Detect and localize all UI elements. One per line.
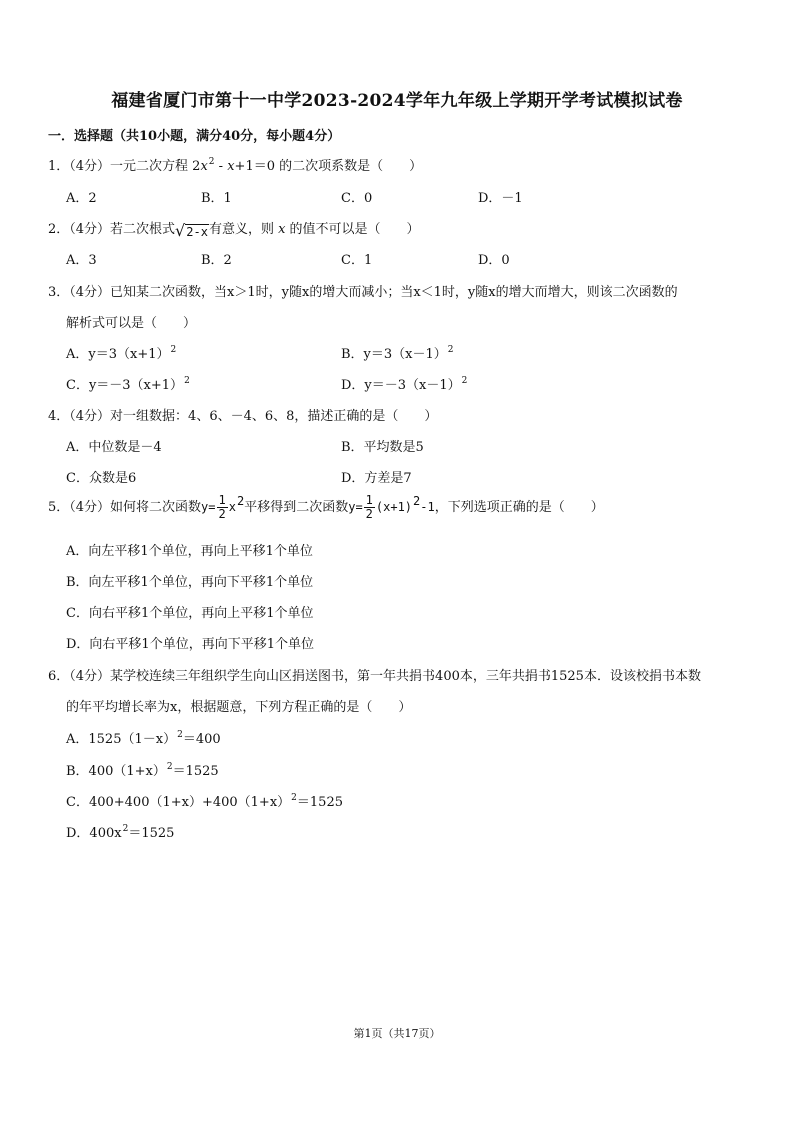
q2-option-b[interactable]: B．2 (201, 253, 232, 268)
q6-option-c-text: C．400+400（1+x）+400（1+x） (66, 795, 291, 810)
question-4-stem: 4．（4分）对一组数据：4、6、－4、6、8，描述正确的是（ ） (48, 409, 438, 424)
q3-option-a-text: A．y＝3（x+1） (66, 347, 170, 362)
q6-option-a[interactable] (66, 728, 221, 747)
question-5-stem (48, 494, 604, 521)
q3-option-d-exp: 2 (461, 376, 468, 386)
q3-option-b-exp: 2 (447, 345, 454, 355)
q2-radical (175, 223, 209, 239)
q3-option-c[interactable] (66, 374, 190, 393)
q3-option-a-exp: 2 (170, 345, 177, 355)
sqrt-icon: √ (175, 221, 186, 240)
question-1-stem (48, 155, 422, 174)
q3-option-b-text: B．y＝3（x－1） (341, 347, 447, 362)
q5-f1-fraction (217, 494, 228, 521)
q5-f1-num: 1 (218, 493, 226, 507)
q2-option-c[interactable]: C．1 (341, 253, 373, 268)
question-6-stem-line2: 的年平均增长率为x，根据题意，下列方程正确的是（ ） (66, 700, 412, 715)
q2-text-b: 有意义，则 (208, 222, 279, 237)
q5-option-d[interactable]: D．向右平移1个单位，再向下平移1个单位 (66, 637, 314, 652)
question-3-stem-line2: 解析式可以是（ ） (66, 316, 197, 331)
q5-option-a[interactable]: A．向左平移1个单位，再向上平移1个单位 (66, 544, 313, 559)
q5-f2-base: (x+1) (375, 500, 413, 514)
q1-var-x: x (200, 159, 208, 174)
q6-option-a-rhs: ＝400 (182, 732, 221, 747)
q1-text-c: +1＝0 的二次项系数是（ ） (234, 159, 423, 174)
q6-option-d[interactable] (66, 822, 174, 841)
q4-option-b[interactable]: B．平均数是5 (341, 440, 424, 455)
q1-var-x2: x (227, 159, 235, 174)
q6-option-a-text: A．1525（1－x） (66, 732, 177, 747)
q2-text-c: 的值不可以是（ ） (285, 222, 420, 237)
q3-option-b[interactable] (341, 343, 454, 362)
page-title: 福建省厦门市第十一中学2023-2024学年九年级上学期开学考试模拟试卷 (111, 91, 683, 111)
question-6-stem-line1: 6．（4分）某学校连续三年组织学生向山区捐送图书，第一年共捐书400本，三年共捐书1525本．设该校捐书本数 (48, 669, 701, 684)
q6-option-a-exp: 2 (177, 730, 183, 740)
q1-option-a[interactable]: A．2 (66, 191, 97, 206)
q2-option-a[interactable]: A．3 (66, 253, 97, 268)
q5-f1-x: x (228, 500, 236, 514)
q6-option-d-text: D．400x (66, 826, 122, 841)
question-2-stem (48, 218, 420, 239)
q6-option-c-rhs: ＝1525 (296, 795, 343, 810)
q4-option-c[interactable]: C．众数是6 (66, 471, 137, 486)
page-footer: 第1页（共17页） (353, 1027, 441, 1040)
q6-option-b[interactable] (66, 760, 219, 779)
question-3-stem-line1: 3．（4分）已知某二次函数，当x＞1时，y随x的增大而减小；当x＜1时，y随x的增大而增大，则该二次函数的 (48, 285, 678, 300)
q5-f2-fraction (364, 494, 375, 521)
q3-option-c-text: C．y＝－3（x+1） (66, 378, 184, 393)
q4-option-a[interactable]: A．中位数是－4 (66, 440, 162, 455)
q6-option-b-rhs: ＝1525 (172, 764, 219, 779)
q6-option-b-exp: 2 (166, 762, 173, 772)
section-heading: 一．选择题（共10小题，满分40分，每小题4分） (48, 129, 341, 144)
q6-option-d-exp: 2 (122, 824, 129, 834)
q3-option-d-text: D．y＝－3（x－1） (341, 378, 461, 393)
q6-option-d-rhs: ＝1525 (128, 826, 175, 841)
q5-text-a: 5．（4分）如何将二次函数 (48, 500, 202, 515)
q5-option-c[interactable]: C．向右平移1个单位，再向上平移1个单位 (66, 606, 314, 621)
q6-option-c-exp: 2 (291, 793, 297, 803)
q3-option-c-exp: 2 (184, 376, 190, 386)
q5-f2-num: 1 (365, 493, 373, 507)
q5-option-b[interactable]: B．向左平移1个单位，再向下平移1个单位 (66, 575, 314, 590)
q3-option-d[interactable] (341, 374, 467, 393)
q5-f1-den: 2 (218, 507, 226, 521)
q5-f2-den: 2 (365, 507, 373, 521)
q2-radicand: 2-x (186, 225, 208, 239)
q5-f2-exp: 2 (413, 494, 421, 508)
q2-option-d[interactable]: D．0 (478, 253, 510, 268)
q3-option-a[interactable] (66, 343, 176, 362)
q5-f1-exp: 2 (236, 494, 245, 508)
q1-text-a: 1．（4分）一元二次方程 2 (48, 159, 201, 174)
q1-text-b: - (214, 159, 228, 174)
q1-exponent: 2 (208, 157, 215, 167)
q1-option-d[interactable]: D．－1 (478, 191, 523, 206)
q5-text-b: 平移得到二次函数 (244, 500, 349, 515)
q6-option-b-text: B．400（1+x） (66, 764, 166, 779)
q5-f1-lhs: y= (201, 500, 216, 514)
q1-option-b[interactable]: B．1 (201, 191, 232, 206)
q5-f2-lhs: y= (348, 500, 363, 514)
q5-text-c: ，下列选项正确的是（ ） (434, 500, 604, 515)
q1-option-c[interactable]: C．0 (341, 191, 373, 206)
q2-var-x: x (278, 222, 286, 237)
q2-text-a: 2．（4分）若二次根式 (48, 222, 176, 237)
q5-f2-tail: -1 (420, 500, 435, 514)
q4-option-d[interactable]: D．方差是7 (341, 471, 412, 486)
q6-option-c[interactable] (66, 791, 343, 810)
